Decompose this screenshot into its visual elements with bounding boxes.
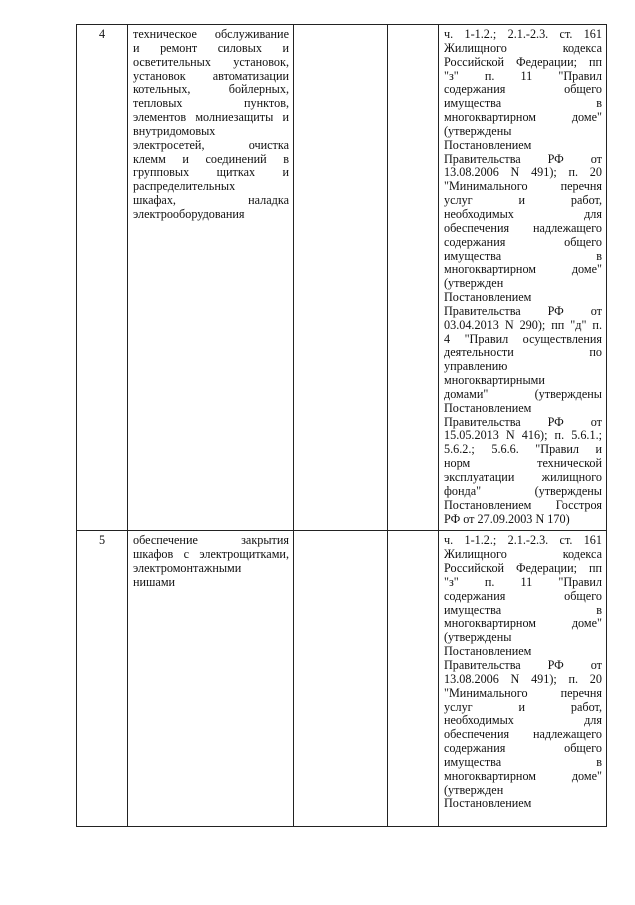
text-line: электрооборудования [133, 207, 245, 221]
text-line: эксплуатации жилищного [444, 471, 602, 484]
text-line: клемм и соединений в [133, 152, 289, 166]
text-line: услуг и работ, [444, 194, 602, 208]
text-line: 15.05.2013 N 416); п. 5.6.1.; [444, 429, 602, 443]
text-line: "Минимального перечня [444, 686, 602, 700]
text-line: Постановлением [444, 291, 532, 305]
text-line: Российской Федерации; пп [444, 562, 602, 576]
work-description [133, 28, 289, 222]
text-line: Правительства РФ от [444, 415, 602, 429]
legal-basis-cell [439, 25, 607, 531]
text-line: элементов молниезащиты и [133, 111, 289, 125]
text-line: деятельности по [444, 346, 602, 360]
row-number: 5 [98, 533, 106, 548]
text-line: Жилищного кодекса [444, 548, 602, 562]
legal-basis-cell [439, 531, 607, 827]
text-line: котельных, бойлерных, [133, 83, 289, 97]
text-line: Российской Федерации; пп [444, 55, 602, 69]
text-line: фонда" (утверждены [444, 484, 602, 498]
text-line: необходимых для [444, 714, 602, 728]
table-row [77, 25, 607, 531]
text-line: обеспечение закрытия [133, 534, 289, 548]
text-line: Правительства РФ от [444, 658, 602, 672]
text-line: 4 "Правил осуществления [444, 332, 602, 346]
table-row [77, 531, 607, 827]
text-line: осветительных установок, [133, 55, 289, 69]
text-line: "Минимального перечня [444, 180, 602, 194]
text-line: Постановлением Госстроя [444, 498, 602, 512]
text-line: (утверждены [444, 631, 512, 645]
row-number-cell [77, 25, 128, 531]
text-line: имущества в [444, 603, 602, 617]
text-line: внутридомовых [133, 124, 216, 138]
text-line: Правительства РФ от [444, 304, 602, 318]
empty-cell-col3 [294, 531, 388, 827]
text-line: имущества в [444, 755, 602, 769]
text-line: многоквартирном доме" [444, 111, 602, 125]
text-line: шкафах, наладка [133, 194, 289, 208]
text-line: обеспечения надлежащего [444, 728, 602, 742]
text-line: ч. 1-1.2.; 2.1.-2.3. ст. 161 [444, 534, 602, 548]
text-line: Постановлением [444, 645, 532, 659]
text-line: содержания общего [444, 83, 602, 97]
row-number: 4 [98, 27, 106, 41]
text-line: тепловых пунктов, [133, 97, 289, 111]
text-line: норм технической [444, 457, 602, 471]
work-description-cell [128, 531, 294, 827]
services-table [76, 24, 607, 827]
legal-basis [444, 28, 602, 526]
text-line: многоквартирном доме" [444, 263, 602, 277]
text-line: содержания общего [444, 589, 602, 603]
text-line: распределительных [133, 180, 236, 194]
text-line: и ремонт силовых и [133, 41, 289, 55]
text-line: "з" п. 11 "Правил [444, 69, 602, 83]
text-line: (утверждены [444, 124, 512, 138]
text-line: домами" (утверждены [444, 387, 602, 401]
empty-cell-col3 [294, 25, 388, 531]
text-line: обеспечения надлежащего [444, 221, 602, 235]
row-number-cell [77, 531, 128, 827]
text-line: групповых щитках и [133, 166, 289, 180]
text-line: Постановлением [444, 797, 532, 811]
text-line: (утвержден [444, 277, 504, 291]
text-line: содержания общего [444, 742, 602, 756]
text-line: Правительства РФ от [444, 152, 602, 166]
text-line: Жилищного кодекса [444, 41, 602, 55]
text-line: многоквартирными [444, 374, 545, 388]
text-line: 5.6.2.; 5.6.6. "Правил и [444, 443, 602, 457]
text-line: управлению [444, 360, 508, 374]
text-line: Постановлением [444, 138, 532, 152]
text-line: РФ от 27.09.2003 N 170) [444, 512, 570, 526]
text-line: необходимых для [444, 207, 602, 221]
text-line: имущества в [444, 249, 602, 263]
text-line: Постановлением [444, 401, 532, 415]
text-line: многоквартирном доме" [444, 617, 602, 631]
work-description [133, 534, 289, 589]
empty-cell-col4 [388, 531, 439, 827]
legal-basis [444, 534, 602, 811]
text-line: 13.08.2006 N 491); п. 20 [444, 672, 602, 686]
text-line: техническое обслуживание [133, 28, 289, 41]
text-line: (утвержден [444, 783, 504, 797]
work-description-cell [128, 25, 294, 531]
text-line: 13.08.2006 N 491); п. 20 [444, 166, 602, 180]
text-line: электросетей, очистка [133, 138, 289, 152]
text-line: "з" п. 11 "Правил [444, 575, 602, 589]
text-line: электромонтажными [133, 562, 242, 576]
text-line: содержания общего [444, 235, 602, 249]
text-line: 03.04.2013 N 290); пп "д" п. [444, 318, 602, 332]
empty-cell-col4 [388, 25, 439, 531]
text-line: имущества в [444, 97, 602, 111]
text-line: нишами [133, 575, 176, 589]
text-line: услуг и работ, [444, 700, 602, 714]
text-line: ч. 1-1.2.; 2.1.-2.3. ст. 161 [444, 28, 602, 41]
services-table-body [77, 25, 607, 827]
text-line: многоквартирном доме" [444, 769, 602, 783]
text-line: шкафов с электрощитками, [133, 548, 289, 562]
text-line: установок автоматизации [133, 69, 289, 83]
